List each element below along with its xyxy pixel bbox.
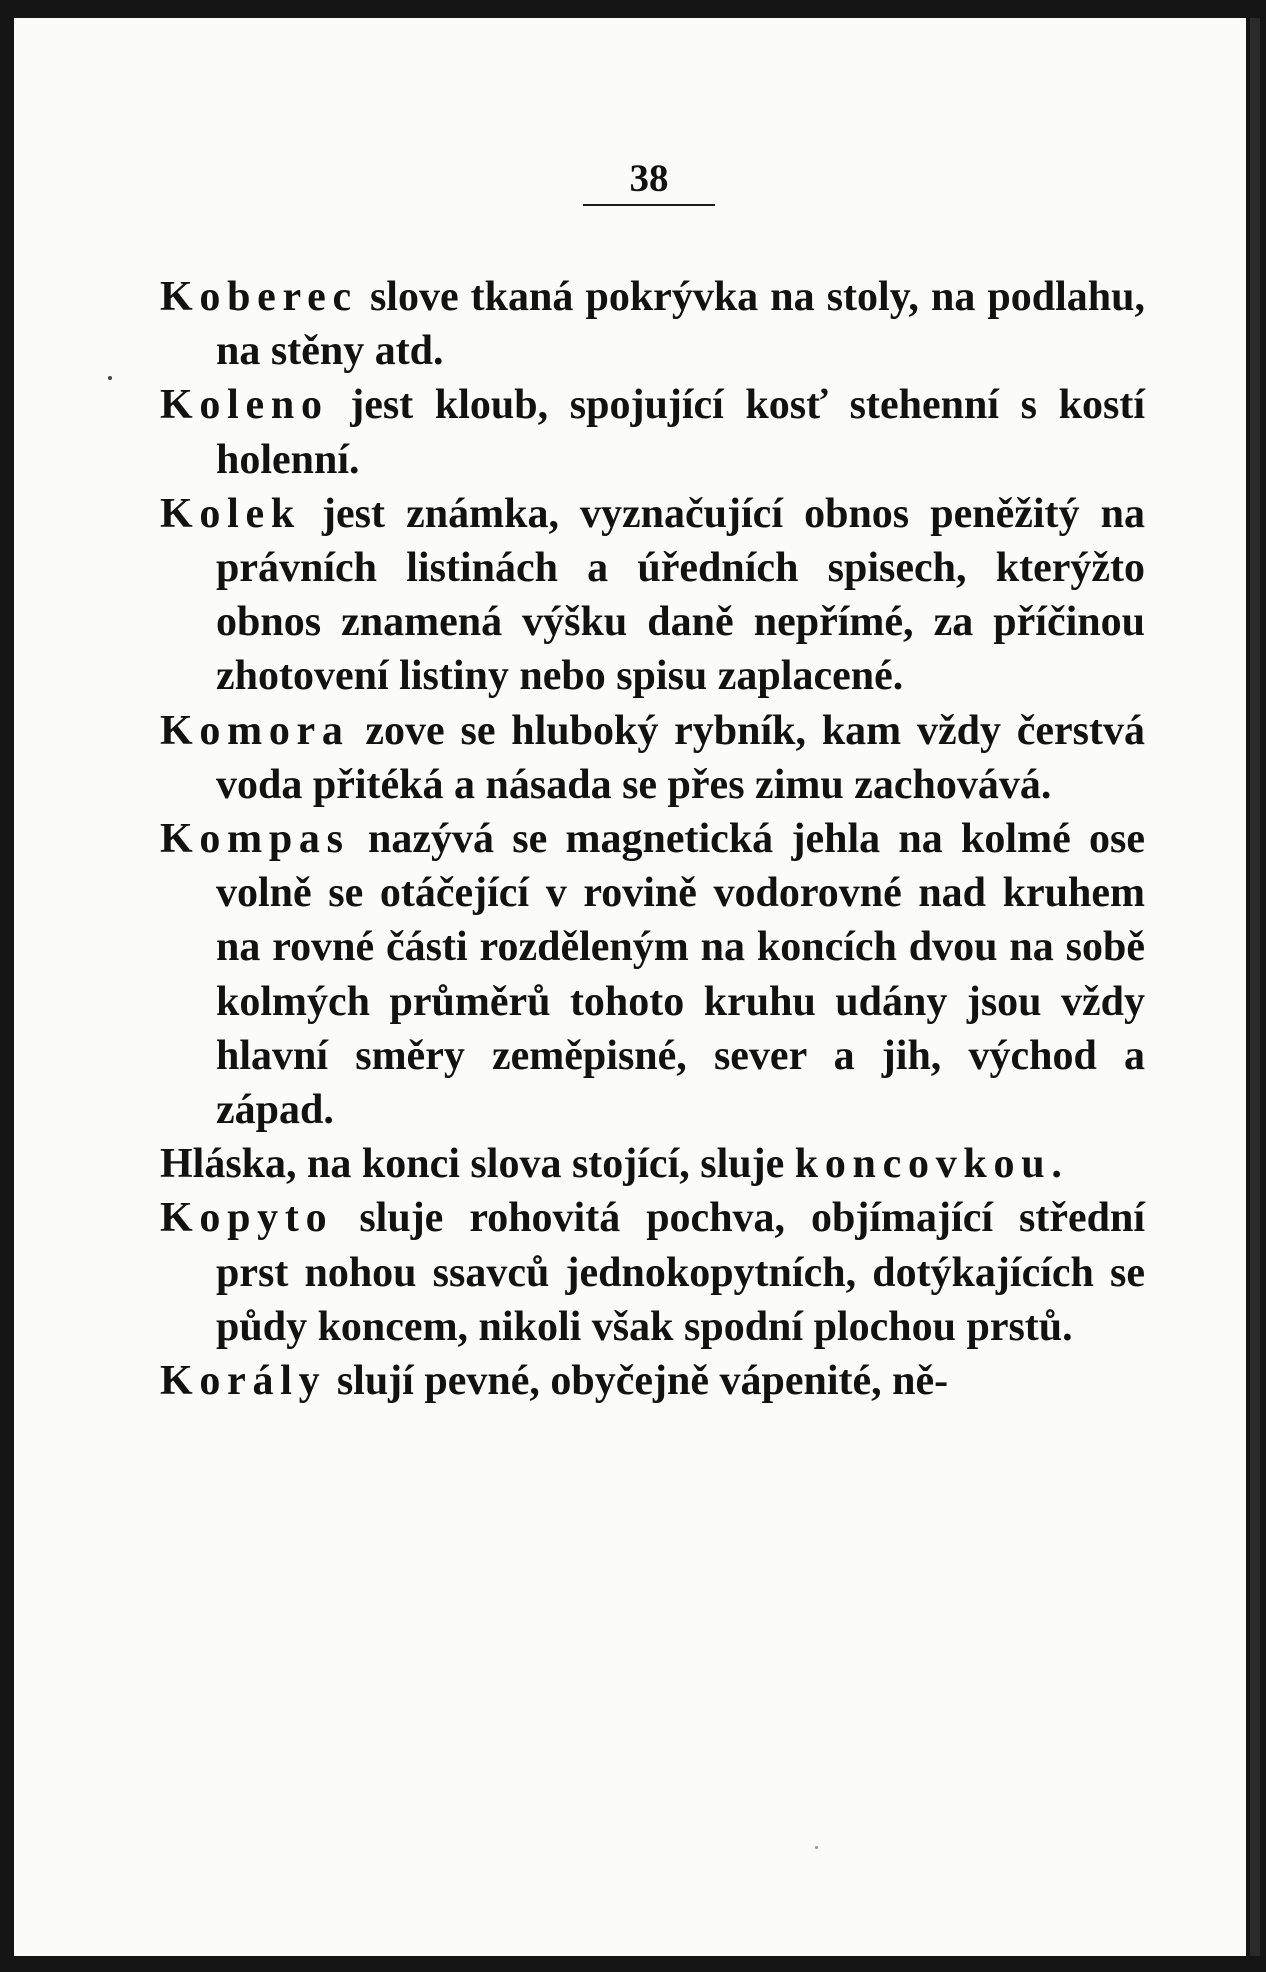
entry-emphasized-term: koncovkou (794, 1141, 1052, 1188)
entry-koraly (160, 1354, 1145, 1408)
entry-term: Korály (160, 1358, 327, 1405)
entry-term: Koleno (160, 382, 329, 429)
entry-term: Koberec (160, 274, 358, 320)
entry-koberec (160, 270, 1145, 378)
entry-term: Komora (160, 707, 350, 754)
entry-term: Kompas (160, 816, 350, 863)
entry-definition: slove tkaná pokrývka na stoly, na podlahu, na stěny atd. (216, 274, 1145, 375)
page-number: 38 (629, 157, 669, 200)
entry-komora (160, 704, 1145, 812)
page-header (583, 158, 715, 206)
print-speck (108, 376, 112, 380)
entry-kopyto (160, 1191, 1145, 1354)
entry-definition: zove se hluboký rybník, kam vždy čerstvá voda přitéká a násada se přes zimu zachovává. (216, 707, 1145, 808)
entry-kompas (160, 812, 1145, 1137)
entry-term: Kopyto (160, 1195, 334, 1242)
entry-kolek (160, 487, 1145, 704)
entry-definition: sluje rohovitá pochva, objímající střední prst nohou ssavců jednokopytních, dotýkajících se půdy koncem, nikoli však spodní plochou prstů. (216, 1195, 1145, 1350)
print-speck (815, 1846, 818, 1849)
entry-definition: nazývá se magnetická jehla na kolmé ose volně se otáčející v rovině vodorovné nad kruhem na rovné části rozděleným na koncích dvou na sobě kolmých průměrů tohoto kruhu udány jsou vždy hlavní směry zeměpisné, sever a jih, východ a západ. (216, 816, 1145, 1134)
entry-definition: jest kloub, spojující kosť stehenní s kostí holenní. (216, 382, 1145, 483)
entry-definition: slují pevné, obyčejně vápenité, ně- (326, 1358, 949, 1405)
entry-term: Kolek (160, 490, 301, 537)
page-edge-shadow (1250, 18, 1260, 1956)
dictionary-entries (160, 270, 1145, 1408)
entry-hlaska (160, 1137, 1145, 1191)
entry-definition: Hláska, na konci slova stojící, sluje (160, 1141, 795, 1188)
page-number-rule (583, 204, 715, 206)
entry-definition: jest známka, vyznačující obnos peněžitý na právních listinách a úředních spisech, kterýžto obnos znamená výšku daně nepřímé, za příčinou zhotovení listiny nebo spisu zaplacené. (216, 490, 1145, 700)
entry-koleno (160, 378, 1145, 486)
entry-punctuation: . (1051, 1141, 1062, 1188)
